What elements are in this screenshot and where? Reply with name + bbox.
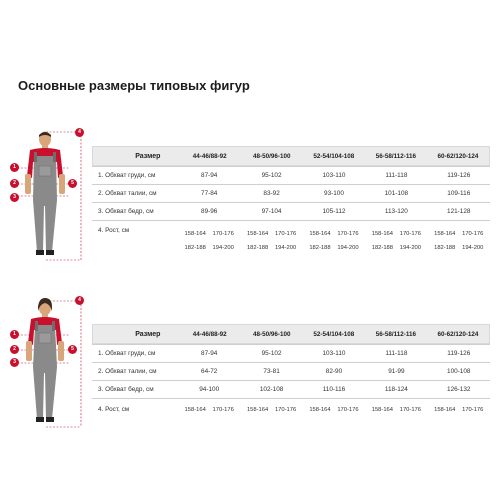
size-table-male [92,146,490,262]
growth-cell [365,227,427,255]
marker-1: 1 [10,330,19,339]
table-cell: 101-108 [384,190,409,197]
header-size: 60-62/120-124 [437,152,479,160]
table-cell: 103-110 [322,172,346,179]
table-cell: 111-118 [385,350,408,357]
growth-value: 158-164 [309,406,331,413]
growth-cell [178,407,240,413]
marker-4: 4 [75,128,84,137]
table-cell: 109-116 [447,190,471,197]
header-size-label: Размер [135,330,161,338]
table-cell: 93-100 [324,190,344,197]
table-row [92,344,490,362]
growth-value: 170-176 [212,406,234,413]
row-label: 3. Обхват бедр, см [98,386,154,393]
row-label: 4. Рост, см [98,406,130,413]
growth-cell [240,227,302,255]
growth-value: 158-164 [434,231,456,237]
marker-1: 1 [10,163,19,172]
table-cell: 82-90 [325,368,343,375]
growth-value: 194-200 [212,245,234,251]
growth-value: 170-176 [462,231,484,237]
table-cell: 121-128 [447,208,471,215]
marker-4: 4 [75,296,84,305]
table-cell: 77-84 [201,190,218,197]
marker-2: 2 [10,345,19,354]
table-cell: 89-96 [201,208,218,215]
table-cell: 97-104 [261,208,282,215]
table-cell: 126-132 [447,386,471,393]
row-label: 1. Обхват груди, см [98,172,156,179]
table-cell: 94-100 [199,386,220,393]
growth-value: 182-188 [434,245,456,251]
growth-value: 170-176 [399,406,421,413]
table-cell: 102-108 [259,386,284,393]
growth-value: 194-200 [462,245,484,251]
size-table-female [92,324,490,420]
marker-2: 2 [10,179,19,188]
page-title: Основные размеры типовых фигур [18,78,250,93]
table-cell: 95-102 [261,350,282,357]
growth-cell [303,227,365,255]
marker-5: 5 [68,179,77,188]
growth-cell [240,407,302,413]
growth-value: 194-200 [399,245,421,251]
table-cell: 100-108 [447,368,471,375]
growth-cell [428,227,490,255]
table-header [92,324,490,344]
growth-value: 182-188 [371,245,393,251]
growth-value: 182-188 [184,245,206,251]
growth-value: 194-200 [274,245,297,251]
header-size: 48-50/96-100 [253,330,291,338]
growth-value: 158-164 [309,231,331,237]
growth-value: 170-176 [337,231,359,237]
table-cell: 111-118 [385,172,408,179]
table-row [92,184,490,202]
female-figure-illustration [6,295,106,429]
table-row [92,202,490,220]
table-cell: 113-120 [384,208,408,215]
growth-value: 170-176 [274,406,297,413]
marker-5: 5 [68,345,77,354]
header-size: 56-58/112-116 [375,152,417,160]
table-cell: 73-81 [263,368,280,375]
row-label: 2. Обхват талии, см [98,368,157,375]
table-cell: 119-126 [447,350,471,357]
growth-value: 158-164 [246,231,269,237]
table-cell: 83-92 [263,190,280,197]
growth-value: 158-164 [371,231,393,237]
marker-3: 3 [10,358,19,367]
growth-value: 158-164 [184,231,206,237]
table-cell: 95-102 [261,172,282,179]
table-cell: 110-116 [322,386,346,393]
row-label: 1. Обхват груди, см [98,350,156,357]
table-row-growth [92,398,490,420]
header-size-label: Размер [135,152,161,160]
table-cell: 103-110 [322,350,346,357]
table-cell: 87-94 [201,172,218,179]
marker-3: 3 [10,193,19,202]
row-label: 2. Обхват талии, см [98,190,157,197]
table-row-growth [92,220,490,262]
table-row [92,380,490,398]
header-size: 52-54/104-108 [313,152,355,160]
row-label: 4. Рост, см [98,227,130,234]
growth-value: 158-164 [371,406,393,413]
growth-cell [178,227,240,255]
header-size: 56-58/112-116 [375,330,417,338]
table-cell: 118-124 [384,386,408,393]
row-label: 3. Обхват бедр, см [98,208,154,215]
table-cell: 87-94 [201,350,218,357]
header-size: 44-46/88-92 [192,152,227,160]
growth-value: 158-164 [434,406,456,413]
growth-value: 194-200 [337,245,359,251]
table-cell: 119-126 [447,172,471,179]
growth-cell [365,407,427,413]
growth-value: 182-188 [246,245,269,251]
male-figure-illustration [6,126,106,262]
header-size: 52-54/104-108 [313,330,355,338]
growth-cell [428,407,490,413]
table-header [92,146,490,166]
growth-value: 158-164 [184,406,206,413]
table-cell: 105-112 [322,208,346,215]
header-size: 44-46/88-92 [192,330,227,338]
table-cell: 64-72 [201,368,218,375]
table-row [92,362,490,380]
growth-value: 182-188 [309,245,331,251]
header-size: 48-50/96-100 [253,152,291,160]
growth-cell [303,407,365,413]
growth-value: 170-176 [462,406,484,413]
growth-value: 158-164 [246,406,269,413]
table-cell: 91-99 [388,368,405,375]
growth-value: 170-176 [212,231,234,237]
growth-value: 170-176 [399,231,421,237]
header-size: 60-62/120-124 [437,330,479,338]
growth-value: 170-176 [274,231,297,237]
table-row [92,166,490,184]
growth-value: 170-176 [337,406,359,413]
